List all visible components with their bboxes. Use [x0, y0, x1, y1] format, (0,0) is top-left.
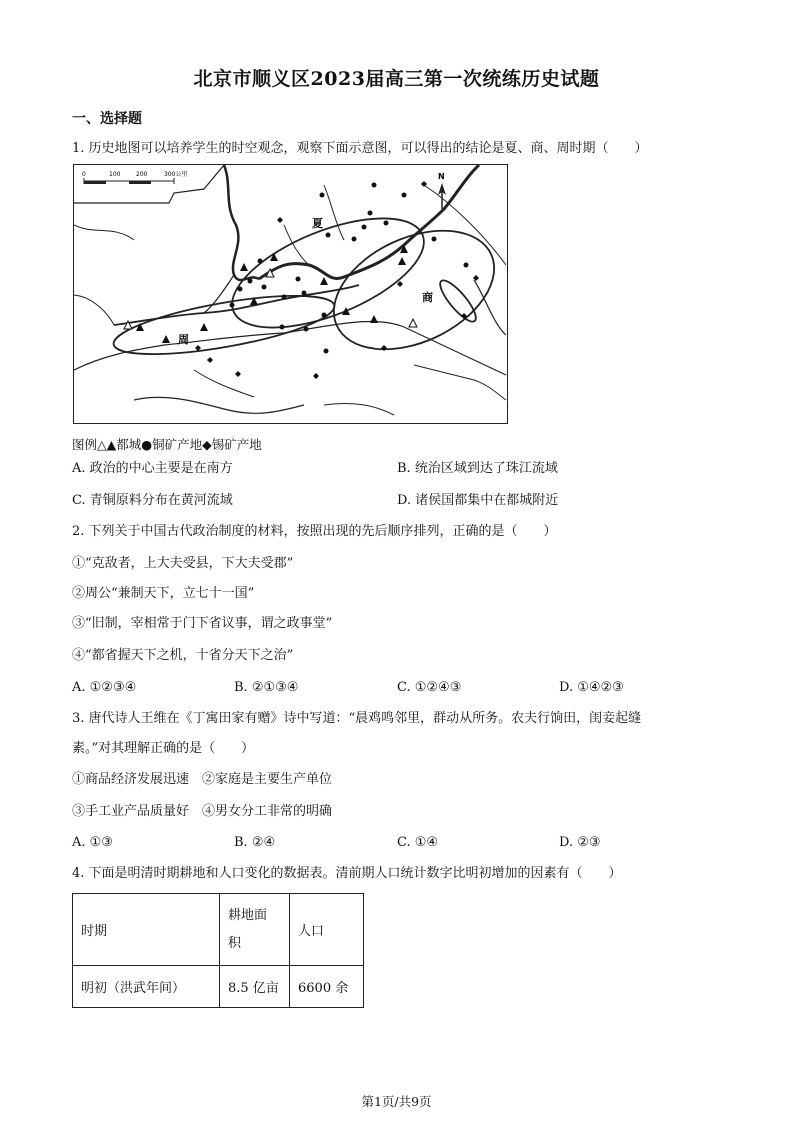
scale-label-300: 300公里 — [164, 171, 188, 178]
table-cell: 8.5 亿亩 — [220, 966, 290, 1008]
region-label-xia: 夏 — [312, 217, 323, 230]
q1-stem: 1. 历史地图可以培养学生的时空观念，观察下面示意图，可以得出的结论是夏、商、周时期（ ） — [72, 141, 648, 156]
history-map — [73, 164, 508, 424]
region-label-shang: 商 — [422, 291, 433, 304]
q3-items-line2: ③手工业产品质量好 ④男女分工非常的明确 — [72, 804, 333, 819]
q4-stem: 4. 下面是明清时期耕地和人口变化的数据表。清前期人口统计数字比明初增加的因素有（ ） — [72, 866, 622, 881]
shang-territory — [315, 207, 506, 373]
q3-option-b[interactable]: B. ②④ — [234, 835, 276, 850]
table-row — [73, 966, 364, 1008]
section-heading: 一、选择题 — [72, 111, 142, 127]
q3-items-line1: ①商品经济发展迅速 ②家庭是主要生产单位 — [72, 772, 333, 787]
north-label: N — [438, 172, 445, 181]
q3-stem-line1: 3. 唐代诗人王维在《丁寓田家有赠》诗中写道：“晨鸡鸣邻里，群动从所务。农夫行饷田，闺妾起缝 — [72, 711, 642, 726]
q2-option-c[interactable]: C. ①②④③ — [397, 680, 462, 695]
region-label-zhou: 周 — [178, 333, 189, 346]
north-arrow-icon — [438, 172, 446, 209]
table-cell: 明初（洪武年间） — [73, 966, 220, 1008]
q1-option-d[interactable]: D. 诸侯国都集中在都城附近 — [397, 493, 559, 508]
page-footer: 第1页/共9页 — [361, 1094, 432, 1109]
scale-label-200: 200 — [136, 171, 148, 178]
table-header-cell: 时期 — [73, 894, 220, 966]
table-header-cell: 人口 — [290, 894, 364, 966]
table-cell: 6600 余 — [290, 966, 364, 1008]
table-header-row — [73, 894, 364, 966]
map-figure — [74, 165, 506, 422]
q2-item-1: ①“克敌者，上大夫受县，下大夫受郡” — [72, 556, 294, 571]
q1-option-a[interactable]: A. 政治的中心主要是在南方 — [72, 461, 233, 476]
scale-bar — [74, 165, 224, 203]
scale-label-100: 100 — [109, 171, 121, 178]
q2-item-2: ②周公“兼制天下，立七十一国” — [72, 586, 255, 601]
q4-data-table — [72, 893, 364, 1008]
q2-item-4: ④“都省握天下之机，十省分天下之治” — [72, 648, 294, 663]
table-header-cell — [220, 894, 290, 966]
q2-item-3: ③“旧制，宰相常于门下省议事，谓之政事堂” — [72, 616, 333, 631]
header-land-line2: 积 — [228, 935, 242, 951]
q1-option-c[interactable]: C. 青铜原料分布在黄河流域 — [72, 493, 233, 508]
q2-stem: 2. 下列关于中国古代政治制度的材料，按照出现的先后顺序排列，正确的是（ ） — [72, 524, 557, 539]
header-land-line1: 耕地面 — [228, 907, 268, 923]
q3-option-c[interactable]: C. ①④ — [397, 835, 439, 850]
q2-option-d[interactable]: D. ①④②③ — [559, 680, 624, 695]
q3-option-a[interactable]: A. ①③ — [72, 835, 113, 850]
scale-label-0: 0 — [82, 171, 86, 178]
q2-option-a[interactable]: A. ①②③④ — [72, 680, 137, 695]
q2-option-b[interactable]: B. ②①③④ — [234, 680, 299, 695]
q1-option-b[interactable]: B. 统治区域到达了珠江流域 — [397, 461, 558, 476]
q3-stem-line2: 素。”对其理解正确的是（ ） — [72, 741, 255, 756]
page-title: 北京市顺义区2023届高三第一次统练历史试题 — [193, 68, 600, 90]
map-legend: 图例△▲都城●铜矿产地◆锡矿产地 — [72, 437, 262, 452]
q3-option-d[interactable]: D. ②③ — [559, 835, 601, 850]
